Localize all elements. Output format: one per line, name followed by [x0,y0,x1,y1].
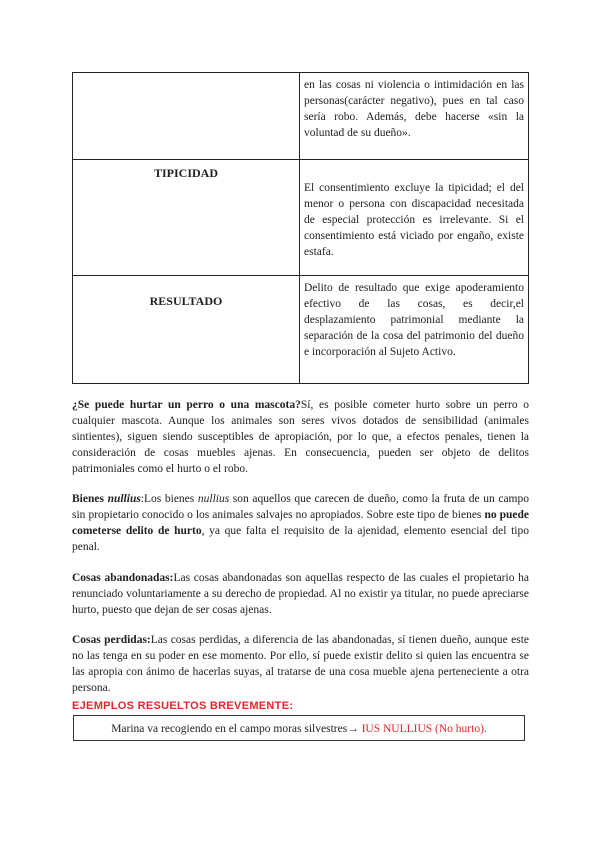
row-label [73,73,300,160]
row-text: en las cosas ni violencia o intimidación en las personas(carácter negativo), pues en tal caso sería robo. Además, debe hacerse «sin la voluntad de su dueño». [300,73,529,160]
table-row [73,276,529,384]
row-label-resultado [73,276,300,384]
paragraph-heading: Bienes [72,493,108,505]
example-result: IUS NULLIUS (No hurto). [361,723,487,735]
paragraph-heading-italic: nullius [107,493,141,505]
paragraph-cosas-abandonadas [72,570,529,618]
row-text-body: El consentimiento excluye la tipicidad; el del menor o persona con discapacidad necesitada de especial protección es irrelevante. Si el consentimiento está viciado por engaño, existe estafa. [304,182,524,258]
paragraph-italic: nullius [197,493,230,505]
examples-heading: EJEMPLOS RESUELTOS BREVEMENTE: [72,700,294,712]
paragraph-text: Las cosas perdidas, a diferencia de las abandonadas, sí tienen dueño, aunque este no las tenga en su poder en ese momento. Por ello, sí puede existir delito si quien las encuentra se las apropia con ánimo de hacerlas suyas, al tratarse de una cosa mueble ajena perteneciente a otra persona. [72,634,529,694]
paragraph-cosas-perdidas [72,632,529,696]
paragraph-heading: Cosas perdidas: [72,634,151,646]
paragraph-bienes-nullius [72,491,529,555]
example-box [73,715,525,741]
row-label-tipicidad [73,160,300,276]
paragraph-text: Las cosas abandonadas son aquellas respecto de las cuales el propietario ha renunciado voluntariamente a su derecho de propiedad. Al no existir ya titular, no puede apreciarse hurto, puesto que dejan de ser cosas ajenas. [72,572,530,616]
paragraph-heading: ¿Se puede hurtar un perro o una mascota? [72,399,301,411]
criteria-table [72,72,529,384]
paragraph-heading: Cosas abandonadas: [72,572,174,584]
paragraph-mascota [72,397,529,477]
paragraph-text: son aquellos que carecen de dueño, como la fruta de un campo sin propietario conocido o los animales salvajes no apropiados. Sobre este tipo de bienes [72,493,529,521]
table-row [73,160,529,276]
example-text: Marina va recogiendo en el campo moras silvestres→ [111,723,362,735]
row-text: Delito de resultado que exige apoderamiento efectivo de las cosas, es decir,el desplazamiento patrimonial mediante la separación de la cosa del patrimonio del dueño e incorporación al Sujeto Activo. [300,276,529,384]
row-label-text: RESULTADO [149,294,223,308]
paragraph-bold: no puede cometerse delito de hurto [72,509,529,537]
paragraph-text: :Los bienes [140,493,198,505]
row-text [300,160,529,276]
table-row [73,73,529,160]
paragraph-text: Sí, es posible cometer hurto sobre un perro o cualquier mascota. Aunque los animales son seres vivos dotados de sensibilidad (animales sintientes), siguen siendo susceptibles de apropiación, por lo que, a efectos penales, tienen la consideración de cosas muebles ajenas. En consecuencia, pueden ser objeto de delitos patrimoniales como el hurto o el robo. [72,399,530,475]
paragraph-text: , ya que falta el requisito de la ajenidad, elemento esencial del tipo penal. [72,525,529,553]
row-label-text: TIPICIDAD [153,166,218,180]
